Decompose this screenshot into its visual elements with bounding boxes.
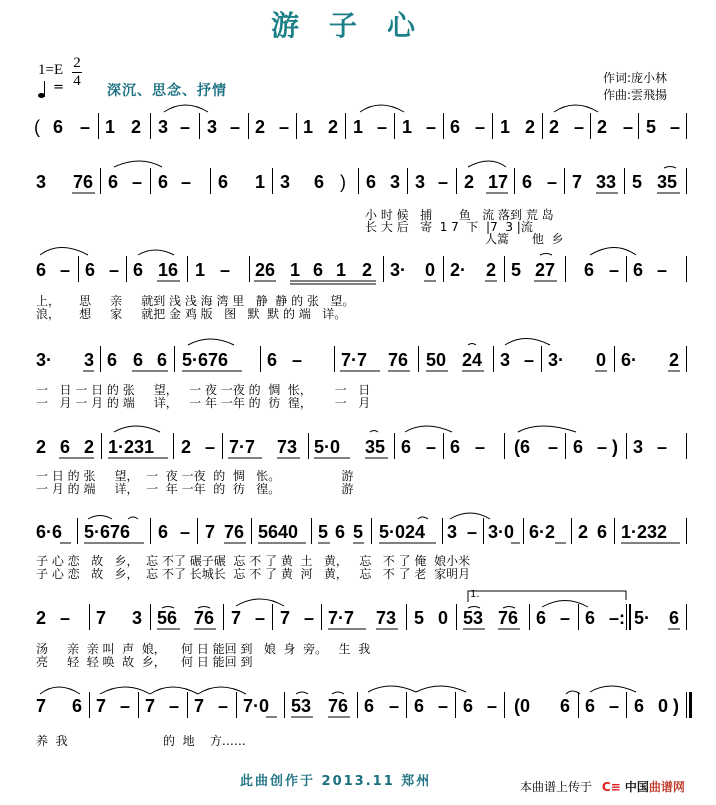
upload-prefix: 本曲谱上传于 <box>520 780 593 794</box>
notation-row-8: 7 6 7 – 7 – 7 – 7·0 53 76 6 – 6 – 6 – (0 6 6 – 6 0 ) <box>0 696 716 736</box>
time-signature-bottom: 4 <box>73 73 81 89</box>
quarter-note-icon <box>38 93 45 98</box>
composer: 作曲:雲飛揚 <box>603 88 668 102</box>
lyrics-row-2-ornament: 人篙 他 乡 <box>485 232 564 246</box>
lyrics-row-6-verse-2: 子 心 恋 故 乡， 忘 不了 长城长 忘 不 了 黄 河 黄， 忘 不 了 老 家明月 <box>36 567 471 581</box>
notation-row-2: 3 76 6 – 6 – 6 1 3 6 ) 6 3 3 – 2 17 6 – 7 33 5 35 <box>0 172 716 212</box>
composition-note: 此曲创作于 2013.11 郑州 <box>240 774 432 789</box>
notation-row-6: 6·6 5·676 6 – 7 76 5640 5 6 5 5·024 3 – 3·0 6·2 2 6 1·232 <box>0 522 716 562</box>
tempo-mark: = <box>38 80 64 95</box>
logo-mark-icon: C≡ <box>601 780 621 794</box>
lyrics-row-3-verse-1: 上， 思 亲 就到 浅 浅 海 湾 里 静 静 的 张 望。 <box>36 294 355 308</box>
key-signature: 1=E <box>38 62 64 78</box>
lyrics-row-7-verse-2: 亮 轻 轻 唤 故 乡， 何 日 能回 到 <box>36 655 253 669</box>
time-signature-top: 2 <box>73 55 81 71</box>
lyrics-row-2-verse-2: 长 大 后 寄 1 7 下 |7 3 |流 <box>365 220 533 234</box>
lyricist: 作词:庞小林 <box>603 71 668 85</box>
notation-row-5: 2 6 2 1·231 2 – 7·7 73 5·0 35 6 – 6 – (6 – 6 – ) 3 – <box>0 437 716 477</box>
upload-source <box>520 778 685 795</box>
site-logo[interactable] <box>602 778 685 795</box>
lyrics-row-4-verse-1: 一 日 一 日 的 张 望， 一 夜 一夜 的 惆 怅， 一 日 <box>36 383 371 397</box>
notation-row-7: 2 – 7 3 56 76 7 – 7 – 7·7 73 5 0 53 76 6 – 6 –: 5· 6 <box>0 608 716 648</box>
logo-text-b: 曲谱网 <box>648 780 685 794</box>
notation-row-3: 6 – 6 – 6 16 1 – 26 1 6 1 2 3· 0 2· 2 5 27 6 – 6 – <box>0 260 716 300</box>
mood-marking: 深沉、思念、抒情 <box>107 83 227 99</box>
logo-text-a: 中国 <box>624 780 649 794</box>
credits <box>603 70 667 104</box>
lyrics-row-5-verse-2: 一 月 的 端 详， 一 年 一年 的 彷 徨。 游 <box>36 482 354 496</box>
time-signature <box>72 56 82 89</box>
notation-row-1: ( 6 – 1 2 3 – 3 – 2 – 1 2 1 – 1 – 6 – 1 2 2 – 2 – 5 – <box>0 117 716 157</box>
lyrics-row-5-verse-1: 一 日 的 张 望， 一 夜 一夜 的 惆 怅。 游 <box>36 469 354 483</box>
volta-label: 1. <box>470 589 480 600</box>
lyrics-row-8-verse-1: 养 我 的 地 方…… <box>36 734 246 748</box>
lyrics-row-4-verse-2: 一 月 一 月 的 端 详， 一 年 一年 的 彷 徨， 一 月 <box>36 396 371 410</box>
lyrics-row-6-verse-1: 子 心 恋 故 乡， 忘 不了 碾子碾 忘 不 了 黄 土 黄， 忘 不 了 俺 娘小米 <box>36 554 471 568</box>
lyrics-row-2-verse-1: 小 时 候 捕 鱼 流 落到 荒 岛 <box>365 208 554 222</box>
lyrics-row-3-verse-2: 浪， 想 家 就把 金 鸡 版 图 默 默 的 端 详。 <box>36 307 347 321</box>
song-title: 游子心 <box>270 9 445 42</box>
notation-row-4: 3· 3 6 6 6 5·676 6 – 7·7 76 50 24 3 – 3· 0 6· 2 <box>0 350 716 390</box>
lyrics-row-7-verse-1: 汤 亲 亲 叫 声 娘， 何 日 能回 到 娘 身 旁。 生 我 <box>36 642 371 656</box>
